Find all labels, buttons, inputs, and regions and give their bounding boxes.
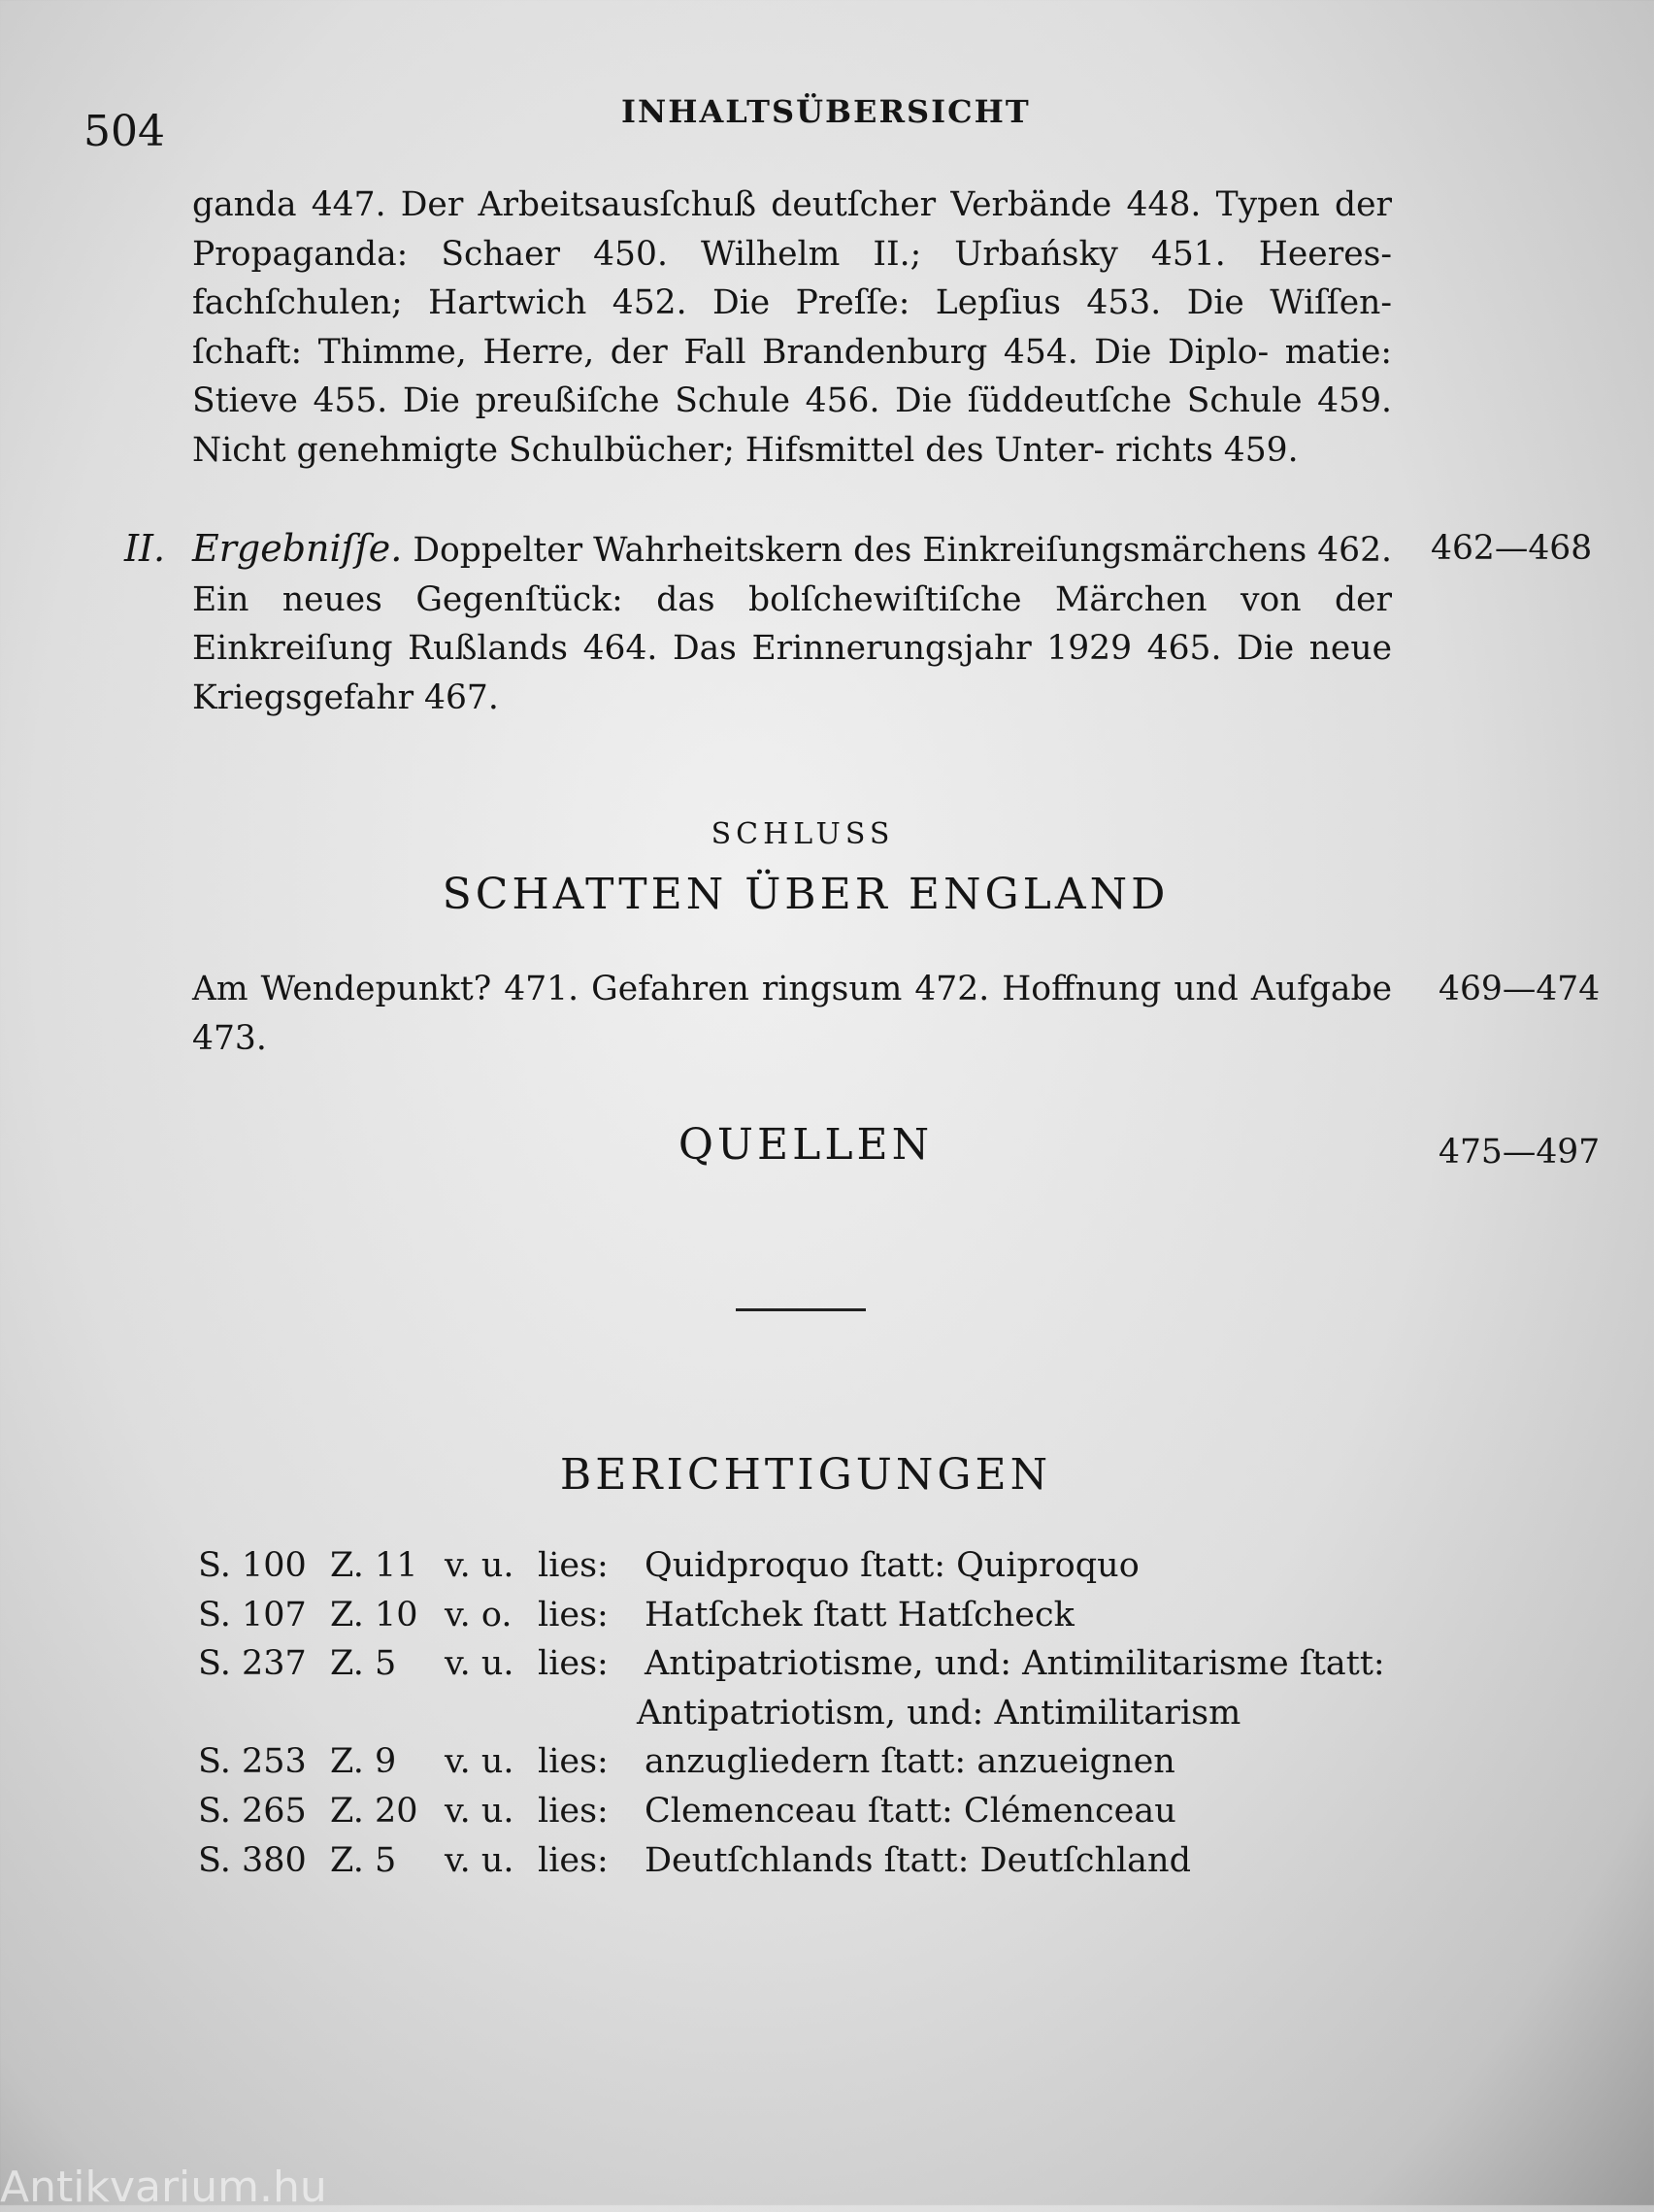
section-ii-pages: 462—468 (1431, 529, 1593, 568)
errata-list (198, 1541, 1385, 1885)
errata-page: S. 237 (198, 1644, 307, 1684)
errata-correction: Quidproquo ſtatt: Quiproquo (645, 1546, 1140, 1585)
errata-page: S. 380 (198, 1840, 307, 1880)
section-continuation-text: ganda 447. Der Arbeitsausſchuß deutſcher Verbände 448. Typen der Propaganda: Schaer 450. Wilhelm II.; Urbańsky 451. Heeres- fachſchulen; Hartwich 452. Die Preſſe: Lepſius 453. Die Wiſſen- ſchaft: Thimme, Herre, der Fall Brandenburg 454. Die Diplo- matie: Stieve 455. Die preußiſche Schule 456. Die ſüddeutſche Schule 459. Nicht genehmigte Schulbücher; Hifsmittel des Unter- richts 459. (192, 185, 1392, 470)
section-ii-text: Doppelter Wahrheitskern des Einkreiſungsmärchens 462. Ein neues Gegenſtück: das bolſchewiſtiſche Märchen von der Einkreiſung Rußlands 464. Das Erinnerungsjahr 1929 465. Die neue Kriegsgefahr 467. (192, 531, 1393, 717)
errata-direction: v. u. (445, 1791, 514, 1831)
errata-correction: Deutſchlands ſtatt: Deutſchland (645, 1840, 1191, 1880)
errata-correction: Antipatriotisme, und: Antimilitarisme ſtatt: (645, 1644, 1385, 1684)
section-ii-title: Ergebniſſe. (192, 527, 403, 570)
section-ii-entry (192, 524, 1392, 722)
errata-lies: lies: (538, 1595, 609, 1634)
errata-line: Z. 11 (330, 1546, 418, 1585)
errata-direction: v. u. (445, 1742, 514, 1782)
errata-row-continuation (198, 1689, 1385, 1738)
errata-line: Z. 5 (330, 1644, 397, 1684)
errata-correction: anzugliedern ſtatt: anzueignen (645, 1742, 1175, 1782)
section-ii-label: II. (124, 527, 166, 570)
schluss-title: SCHATTEN ÜBER ENGLAND (442, 870, 1170, 919)
running-head: INHALTSÜBERSICHT (621, 93, 1031, 130)
errata-row (198, 1737, 1385, 1787)
errata-page: S. 100 (198, 1546, 307, 1585)
errata-row (198, 1787, 1385, 1836)
errata-row (198, 1639, 1385, 1689)
errata-line: Z. 9 (330, 1742, 397, 1782)
errata-row (198, 1591, 1385, 1640)
schluss-label: SCHLUSS (711, 817, 895, 851)
errata-lies: lies: (538, 1742, 609, 1782)
errata-lies: lies: (538, 1840, 609, 1880)
errata-line: Z. 5 (330, 1840, 397, 1880)
berichtigungen-title: BERICHTIGUNGEN (559, 1450, 1052, 1500)
watermark: Antikvarium.hu (0, 2162, 327, 2212)
errata-page: S. 107 (198, 1595, 307, 1634)
errata-correction: Clemenceau ſtatt: Clémenceau (645, 1791, 1176, 1831)
section-divider (736, 1308, 866, 1311)
errata-direction: v. o. (445, 1595, 513, 1634)
errata-lies: lies: (538, 1791, 609, 1831)
quellen-title: QUELLEN (678, 1120, 934, 1170)
errata-row (198, 1541, 1385, 1591)
errata-line: Z. 20 (330, 1791, 418, 1831)
errata-line: Z. 10 (330, 1595, 418, 1634)
errata-page: S. 253 (198, 1742, 307, 1782)
errata-lies: lies: (538, 1644, 609, 1684)
errata-direction: v. u. (445, 1644, 514, 1684)
errata-direction: v. u. (445, 1840, 514, 1880)
schluss-pages: 469—474 (1439, 970, 1601, 1008)
errata-direction: v. u. (445, 1546, 514, 1585)
quellen-pages: 475—497 (1439, 1133, 1601, 1172)
schluss-text: Am Wendepunkt? 471. Gefahren ringsum 472. Hoffnung und Aufgabe 473. (192, 970, 1392, 1058)
errata-correction-continued: Antipatriotism, und: Antimilitarism (637, 1693, 1241, 1733)
errata-row (198, 1836, 1385, 1886)
errata-lies: lies: (538, 1546, 609, 1585)
errata-correction: Hatſchek ſtatt Hatſcheck (645, 1595, 1075, 1634)
page-number: 504 (83, 107, 165, 156)
errata-page: S. 265 (198, 1791, 307, 1831)
